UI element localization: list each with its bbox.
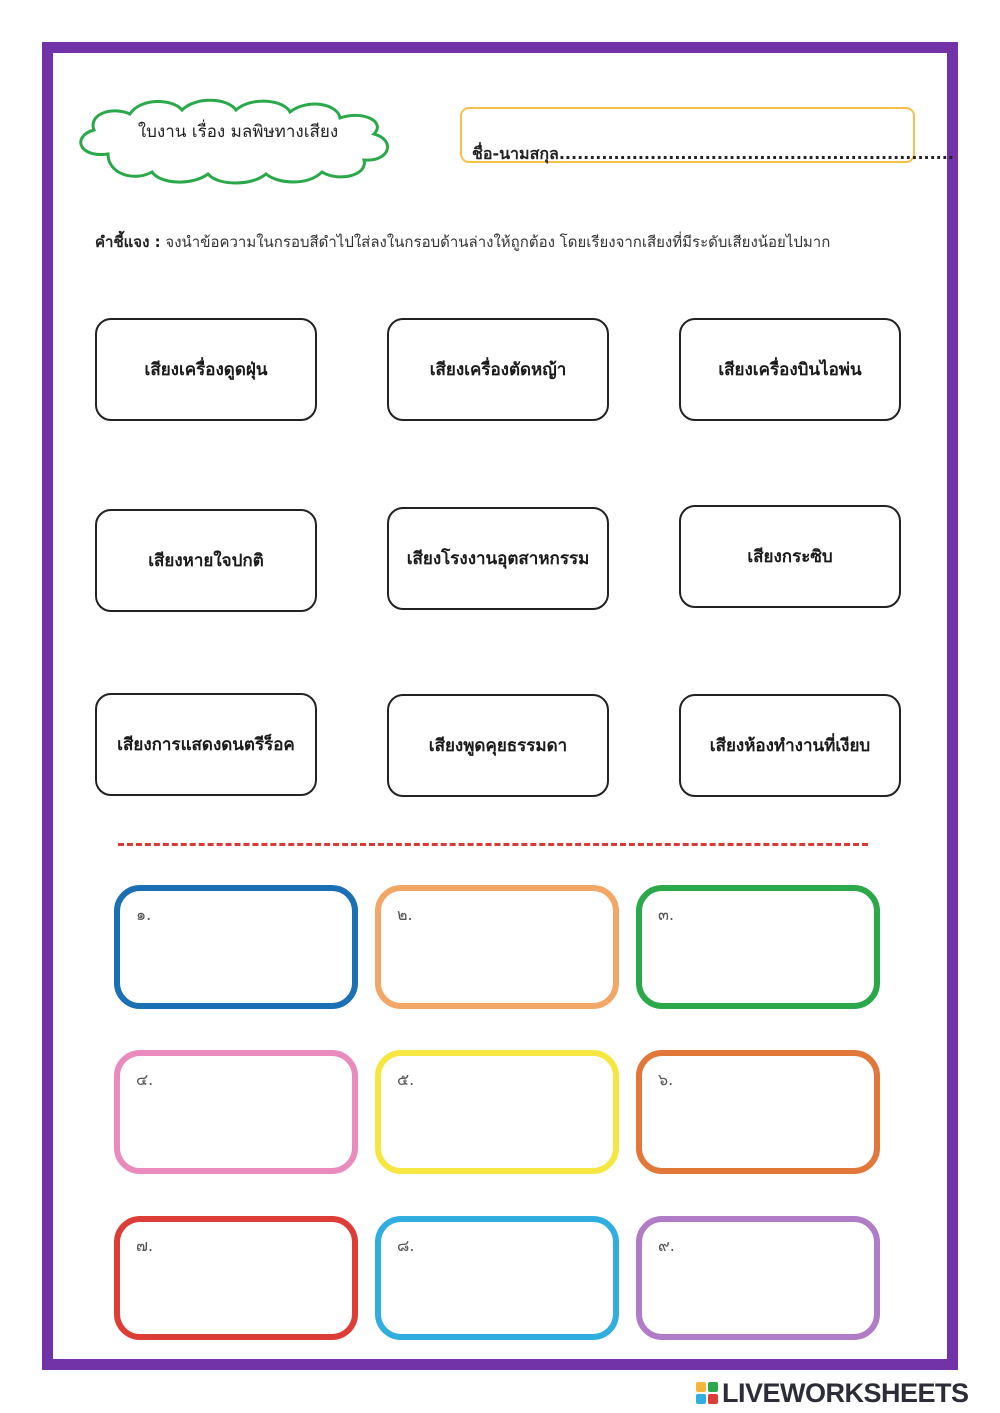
slot-number: ๒. [397,905,413,924]
word-card[interactable]: เสียงหายใจปกติ [95,509,317,612]
slot-number: ๙. [658,1236,675,1255]
logo-icon [696,1382,718,1404]
liveworksheets-logo[interactable] [696,1378,969,1408]
answer-slot[interactable] [636,1216,880,1340]
word-card[interactable]: เสียงห้องทำงานที่เงียบ [679,694,901,797]
answer-slot[interactable] [375,1050,619,1174]
answer-slot[interactable] [636,885,880,1009]
instruction [95,230,925,254]
cut-line-divider [118,843,868,846]
answer-slot[interactable] [375,885,619,1009]
word-card[interactable]: เสียงพูดคุยธรรมดา [387,694,609,797]
slot-number: ๗. [136,1236,154,1255]
word-card[interactable]: เสียงการแสดงดนตรีร็อค [95,693,317,796]
instruction-label: คำชี้แจง : [95,233,161,251]
answer-slot[interactable] [114,1050,358,1174]
answer-slot[interactable] [114,1216,358,1340]
word-card[interactable]: เสียงเครื่องบินไอพ่น [679,318,901,421]
slot-number: ๔. [136,1070,154,1089]
logo-text: LIVEWORKSHEETS [722,1377,969,1408]
slot-number: ๑. [136,905,152,924]
word-card[interactable]: เสียงเครื่องดูดฝุ่น [95,318,317,421]
slot-number: ๕. [397,1070,415,1089]
slot-number: ๖. [658,1070,674,1089]
answer-slot[interactable] [375,1216,619,1340]
word-card[interactable]: เสียงเครื่องตัดหญ้า [387,318,609,421]
answer-slot[interactable] [114,885,358,1009]
worksheet-title: ใบงาน เรื่อง มลพิษทางเสียง [137,122,339,142]
name-field[interactable] [460,107,954,163]
slot-number: ๘. [397,1236,415,1255]
answer-slot[interactable] [636,1050,880,1174]
name-label: ชื่อ-นามสกุล................................................................. [472,144,954,163]
slot-number: ๓. [658,905,675,924]
instruction-text: จงนำข้อความในกรอบสีดำไปใส่ลงในกรอบด้านล่างให้ถูกต้อง โดยเรียงจากเสียงที่มีระดับเสียงน้อยไปมาก [160,233,831,251]
word-card[interactable]: เสียงกระซิบ [679,505,901,608]
word-card[interactable]: เสียงโรงงานอุตสาหกรรม [387,507,609,610]
title-cloud [68,92,438,188]
